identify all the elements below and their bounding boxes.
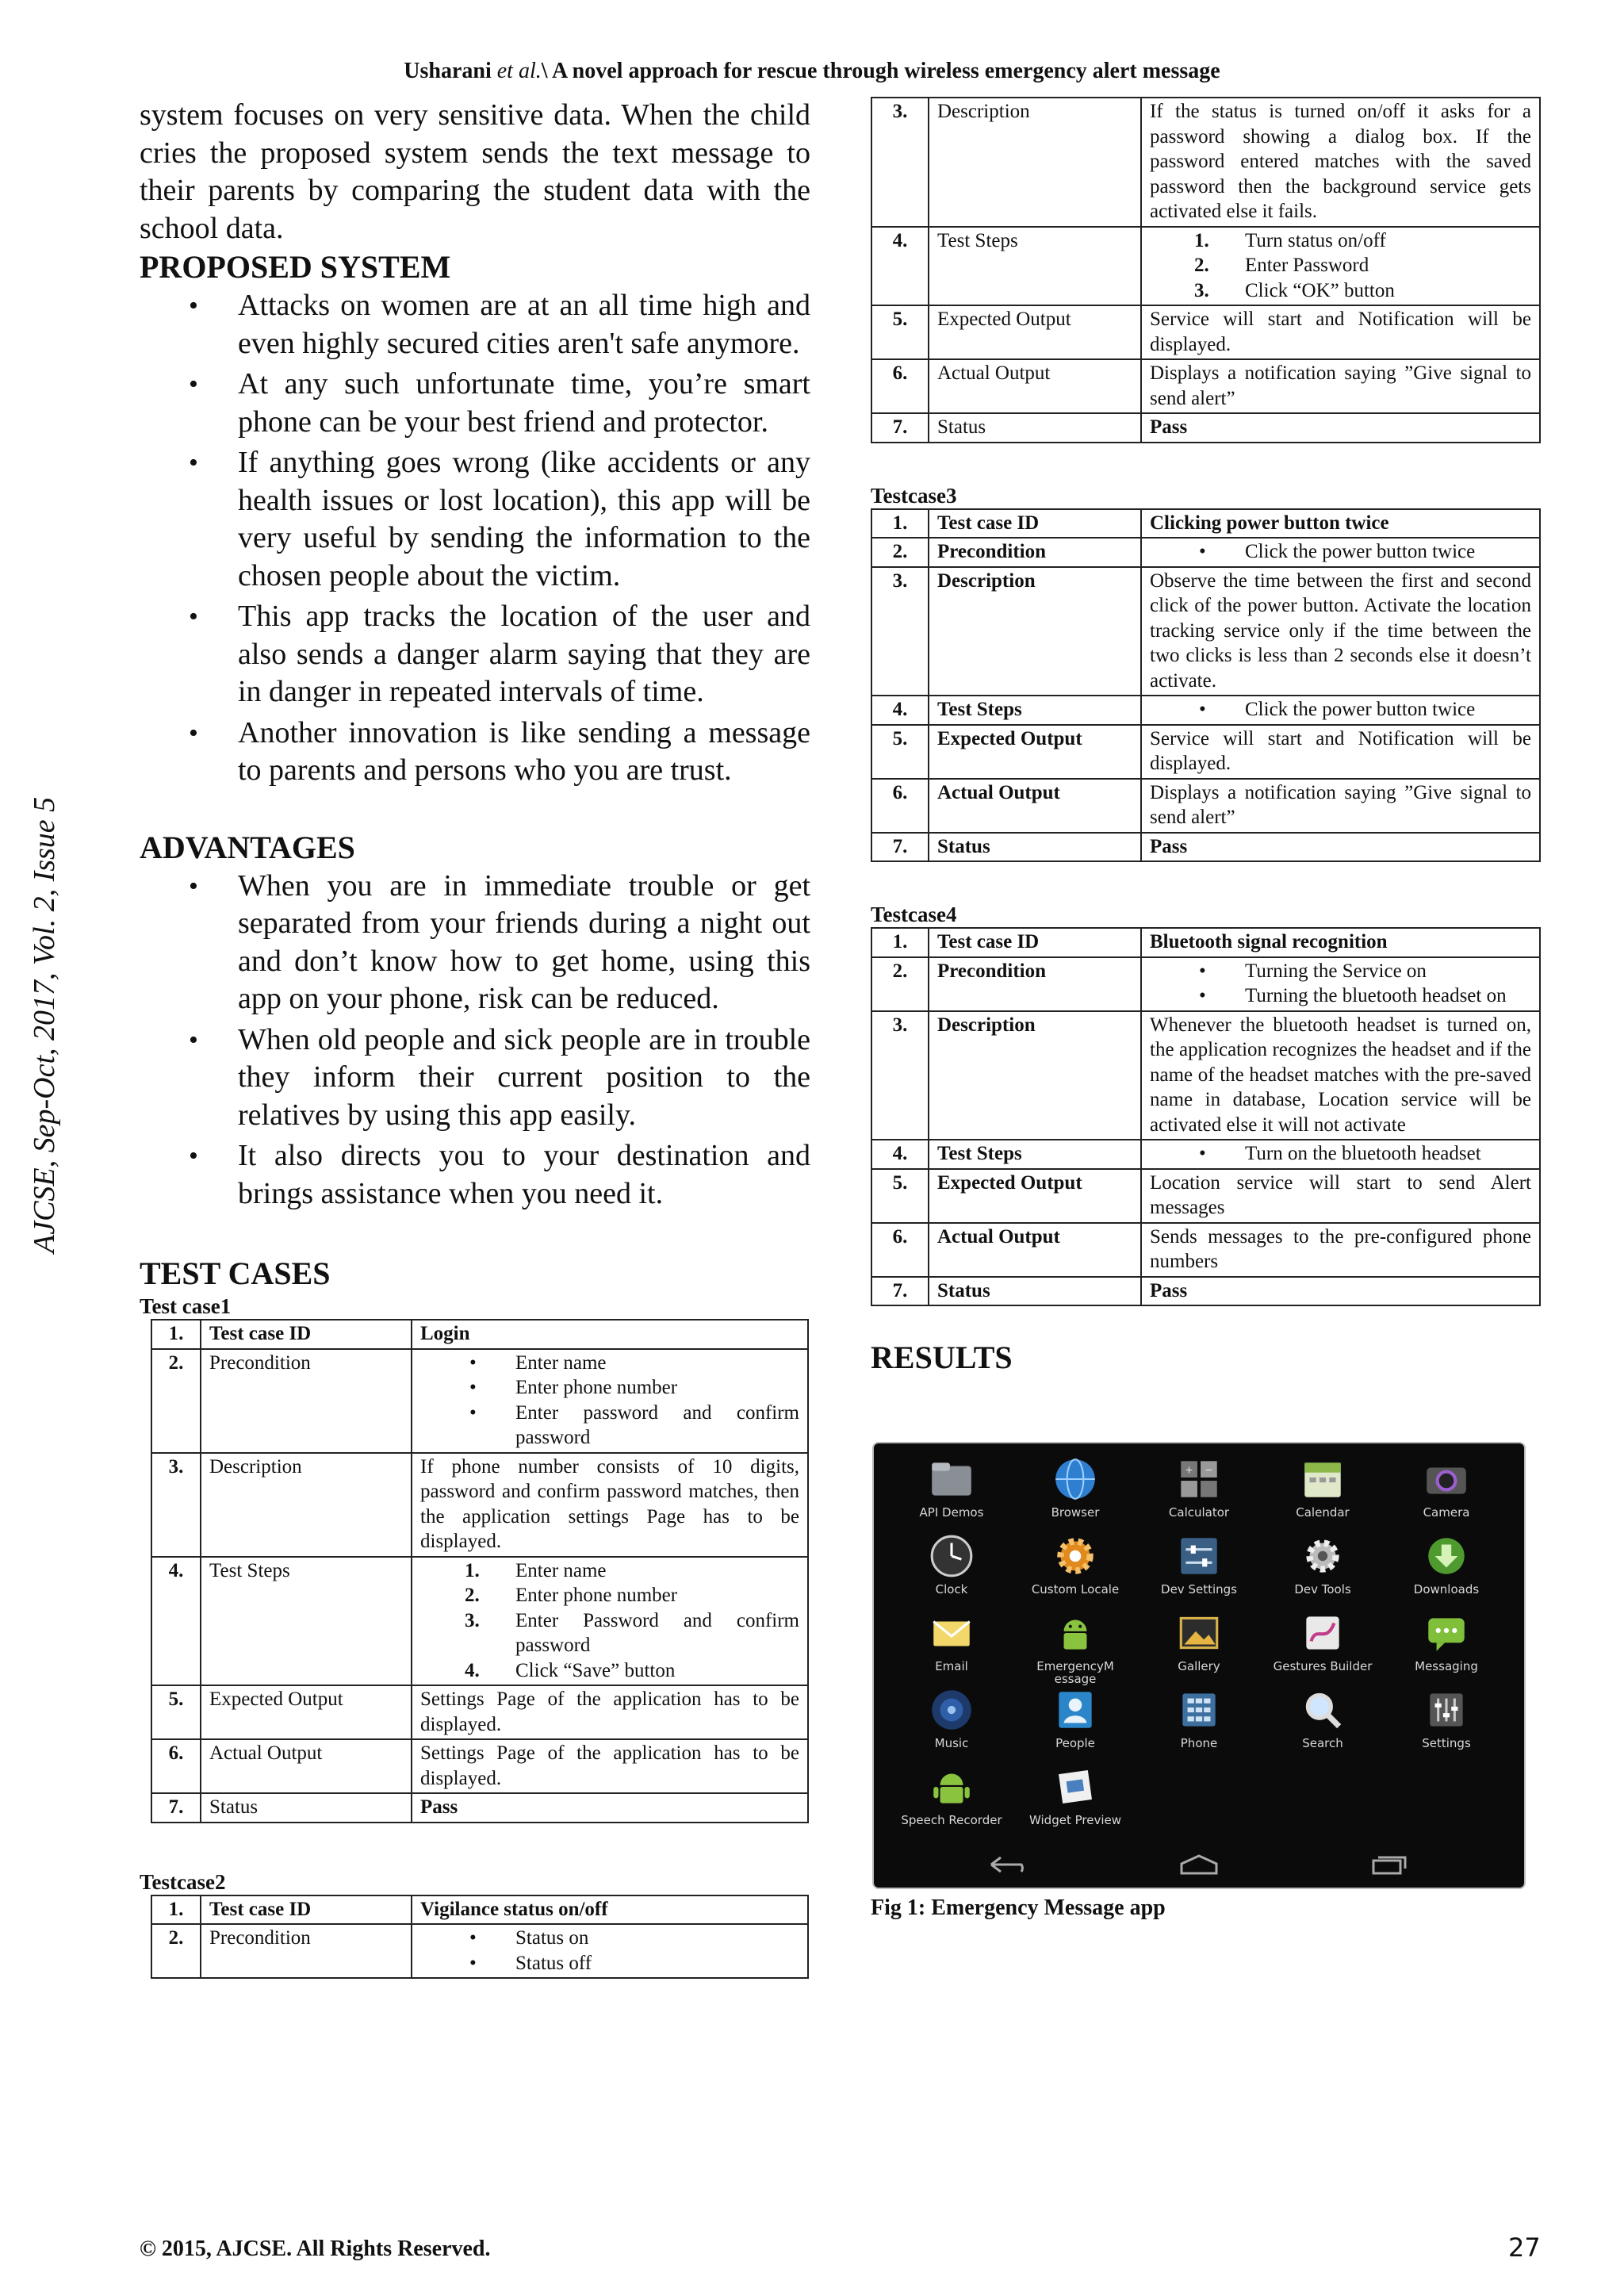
app-messaging: Messaging (1385, 1608, 1508, 1685)
app-phone: Phone (1137, 1685, 1261, 1762)
copyright-footer: © 2015, AJCSE. All Rights Reserved. (140, 2237, 491, 2261)
table-row: 6. Actual Output Displays a notification saying ”Give signal to send alert” (871, 359, 1540, 413)
app-emergency-message[interactable]: EmergencyM essage (1013, 1608, 1137, 1685)
globe-icon (1051, 1455, 1100, 1504)
app-downloads: Downloads (1385, 1531, 1508, 1608)
list-item: • Turn on the bluetooth headset (1245, 1141, 1531, 1167)
folder-icon (927, 1455, 976, 1504)
recent-apps-icon[interactable] (1365, 1853, 1413, 1876)
page-number: 27 (1508, 2233, 1541, 2263)
android-navigation-bar (874, 1848, 1524, 1880)
right-column (871, 97, 1541, 1378)
list-item: • When old people and sick people are in trouble they inform their current position to the relatives by using this app easily. (238, 1022, 810, 1135)
app-api-demos: API Demos (890, 1455, 1013, 1531)
list-item: • Attacks on women are at an all time high and even highly secured cities aren't safe anymore. (238, 287, 810, 362)
android-robot-icon (927, 1762, 976, 1811)
clock-icon (927, 1531, 976, 1581)
list-item: 3. Click “OK” button (1194, 279, 1395, 301)
table-row: 7. Status Pass (871, 413, 1540, 443)
table-row: 4. Test Steps 1. Enter name 2. Enter phone number 3. Enter Password and confirm password 4. Click “Save” button (151, 1557, 808, 1686)
list-item: 2. Enter Password (1194, 255, 1369, 276)
testcase1-table (151, 1319, 809, 1823)
emergency-app-screenshot (874, 1443, 1524, 1888)
svg-text:−: − (1205, 1462, 1213, 1478)
testcase2-table-part2 (871, 97, 1541, 443)
header-title: \ A novel approach for rescue through wireless emergency alert message (541, 59, 1220, 83)
testcase2-label: Testcase2 (140, 1869, 226, 1894)
left-column (140, 97, 810, 1979)
testcase3-table (871, 508, 1541, 863)
list-item: • Enter password and confirm password (515, 1401, 799, 1451)
results-heading: RESULTS (871, 1340, 1013, 1375)
table-row: 5. Expected Output Service will start and Notification will be displayed. (871, 305, 1540, 359)
testcase4-label: Testcase4 (871, 903, 957, 926)
header-etal: et al. (496, 59, 542, 83)
table-row: 1. Test case ID Clicking power button twice (871, 509, 1540, 539)
table-row: 2. Precondition • Status on • Status off (151, 1924, 808, 1978)
list-item: • Status off (515, 1951, 799, 1976)
app-custom-locale: Custom Locale (1013, 1531, 1137, 1608)
calculator-icon (1174, 1455, 1224, 1504)
gear-icon (1051, 1531, 1100, 1581)
list-item: • Enter phone number (515, 1375, 799, 1401)
table-row: 2. Precondition • Enter name • Enter phone number • Enter password and confirm password (151, 1349, 808, 1453)
table-row: 6. Actual Output Sends messages to the pre-configured phone numbers (871, 1223, 1540, 1277)
advantages-list (140, 868, 810, 1213)
list-item: • Status on (515, 1926, 799, 1951)
list-item: 1. Turn status on/off (1194, 229, 1386, 251)
list-item: • Click the power button twice (1245, 539, 1531, 565)
list-item: • Turning the Service on (1245, 959, 1531, 984)
table-row: 3. Description Whenever the bluetooth headset is turned on, the application recognizes the headset and if the name of the headset matches with the pre-saved name in database, Location service will be activated else it will not activate (871, 1011, 1540, 1140)
table-row: 7. Status Pass (151, 1793, 808, 1823)
testcase4-table (871, 927, 1541, 1306)
android-icon (1051, 1608, 1100, 1658)
app-speech-recorder: Speech Recorder (890, 1762, 1013, 1839)
testcase1-label: Test case1 (140, 1294, 232, 1318)
running-head (0, 59, 1624, 84)
table-row: 3. Description If the status is turned on/off it asks for a password showing a dialog box. If the password entered matches with the saved password then the background service gets activated else it fails. (871, 98, 1540, 227)
list-item: 2. Enter phone number (465, 1585, 678, 1606)
contact-card-icon (1051, 1685, 1100, 1734)
camera-icon (1422, 1455, 1471, 1504)
list-item: • When you are in immediate trouble or get separated from your friends during a night out and don’t know how to get home, using this app on your phone, risk can be reduced. (238, 868, 810, 1018)
table-row: 1. Test case ID Bluetooth signal recognition (871, 928, 1540, 957)
list-item: • Turning the bluetooth headset on (1245, 983, 1531, 1009)
list-item: • Another innovation is like sending a message to parents and persons who you are trust. (238, 715, 810, 790)
home-icon[interactable] (1175, 1853, 1223, 1876)
intro-paragraph: system focuses on very sensitive data. When the child cries the proposed system sends the text message to their parents by comparing the student data with the school data. (140, 98, 810, 245)
table-row: 5. Expected Output Service will start and Notification will be displayed. (871, 725, 1540, 779)
widget-icon (1051, 1762, 1100, 1811)
app-dev-tools: Dev Tools (1261, 1531, 1385, 1608)
back-icon[interactable] (985, 1853, 1032, 1876)
proposed-system-list (140, 287, 810, 790)
test-cases-heading: TEST CASES (140, 1255, 331, 1291)
app-icon-grid (890, 1455, 1508, 1839)
table-row: 1. Test case ID Vigilance status on/off (151, 1895, 808, 1925)
app-search: Search (1261, 1685, 1385, 1762)
settings-sliders-icon (1422, 1685, 1471, 1734)
svg-text:+: + (1185, 1462, 1193, 1478)
app-browser: Browser (1013, 1455, 1137, 1531)
app-clock: Clock (890, 1531, 1013, 1608)
app-settings: Settings (1385, 1685, 1508, 1762)
list-item: • If anything goes wrong (like accidents or any health issues or lost location), this app will be very useful by sending the information to the chosen people about the victim. (238, 444, 810, 595)
advantages-heading: ADVANTAGES (140, 829, 355, 865)
app-camera: Camera (1385, 1455, 1508, 1531)
table-row: 2. Precondition • Click the power button twice (871, 538, 1540, 567)
app-widget-preview: Widget Preview (1013, 1762, 1137, 1839)
app-calculator: + − Calculator (1137, 1455, 1261, 1531)
table-row: 5. Expected Output Location service will start to send Alert messages (871, 1169, 1540, 1223)
gesture-icon (1298, 1608, 1347, 1658)
app-people: People (1013, 1685, 1137, 1762)
app-gallery: Gallery (1137, 1608, 1261, 1685)
app-music: Music (890, 1685, 1013, 1762)
table-row: 3. Description If phone number consists of 10 digits, password and confirm password matches, then the application settings Page has to be displayed. (151, 1453, 808, 1557)
list-item: 1. Enter name (465, 1559, 607, 1581)
dialpad-icon (1174, 1685, 1224, 1734)
search-icon (1298, 1685, 1347, 1734)
table-row: 5. Expected Output Settings Page of the application has to be displayed. (151, 1685, 808, 1739)
calendar-icon (1298, 1455, 1347, 1504)
table-row: 4. Test Steps • Click the power button twice (871, 696, 1540, 725)
cog-icon (1298, 1531, 1347, 1581)
testcase2-table-part1 (151, 1895, 809, 1980)
table-row: 3. Description Observe the time between the first and second click of the power button. Activate the location tracking service only if the time between the two clicks is less than 2 seconds else it doesn’t activate. (871, 567, 1540, 696)
sliders-icon (1174, 1531, 1224, 1581)
journal-sidebar-text: AJCSE, Sep-Oct, 2017, Vol. 2, Issue 5 (28, 796, 61, 1253)
list-item: 4. Click “Save” button (465, 1659, 676, 1681)
chat-bubble-icon (1422, 1608, 1471, 1658)
table-row: 7. Status Pass (871, 1277, 1540, 1306)
table-row: 6. Actual Output Settings Page of the application has to be displayed. (151, 1739, 808, 1793)
app-gestures-builder: Gestures Builder (1261, 1608, 1385, 1685)
list-item: • It also directs you to your destination and brings assistance when you need it. (238, 1137, 810, 1213)
app-dev-settings: Dev Settings (1137, 1531, 1261, 1608)
table-row: 1. Test case ID Login (151, 1320, 808, 1349)
list-item: • This app tracks the location of the user and also sends a danger alarm saying that they are in danger in repeated intervals of time. (238, 598, 810, 711)
table-row: 4. Test Steps 1. Turn status on/off 2. Enter Password 3. Click “OK” button (871, 227, 1540, 306)
table-row: 7. Status Pass (871, 833, 1540, 862)
envelope-icon (927, 1608, 976, 1658)
app-calendar: Calendar (1261, 1455, 1385, 1531)
list-item: 3. Enter Password and confirm password (465, 1609, 799, 1656)
list-item: • Click the power button twice (1245, 697, 1531, 723)
list-item: • Enter name (515, 1351, 799, 1376)
table-row: 2. Precondition • Turning the Service on • Turning the bluetooth headset on (871, 957, 1540, 1011)
app-email: Email (890, 1608, 1013, 1685)
speaker-icon (927, 1685, 976, 1734)
header-author: Usharani (404, 59, 492, 83)
figure-caption: Fig 1: Emergency Message app (871, 1895, 1166, 1920)
list-item: • At any such unfortunate time, you’re smart phone can be your best friend and protector. (238, 366, 810, 441)
table-row: 4. Test Steps • Turn on the bluetooth headset (871, 1140, 1540, 1169)
download-icon (1422, 1531, 1471, 1581)
table-row: 6. Actual Output Displays a notification saying ”Give signal to send alert” (871, 779, 1540, 833)
proposed-system-heading: PROPOSED SYSTEM (140, 249, 451, 285)
photo-icon (1174, 1608, 1224, 1658)
testcase3-label: Testcase3 (871, 483, 957, 508)
